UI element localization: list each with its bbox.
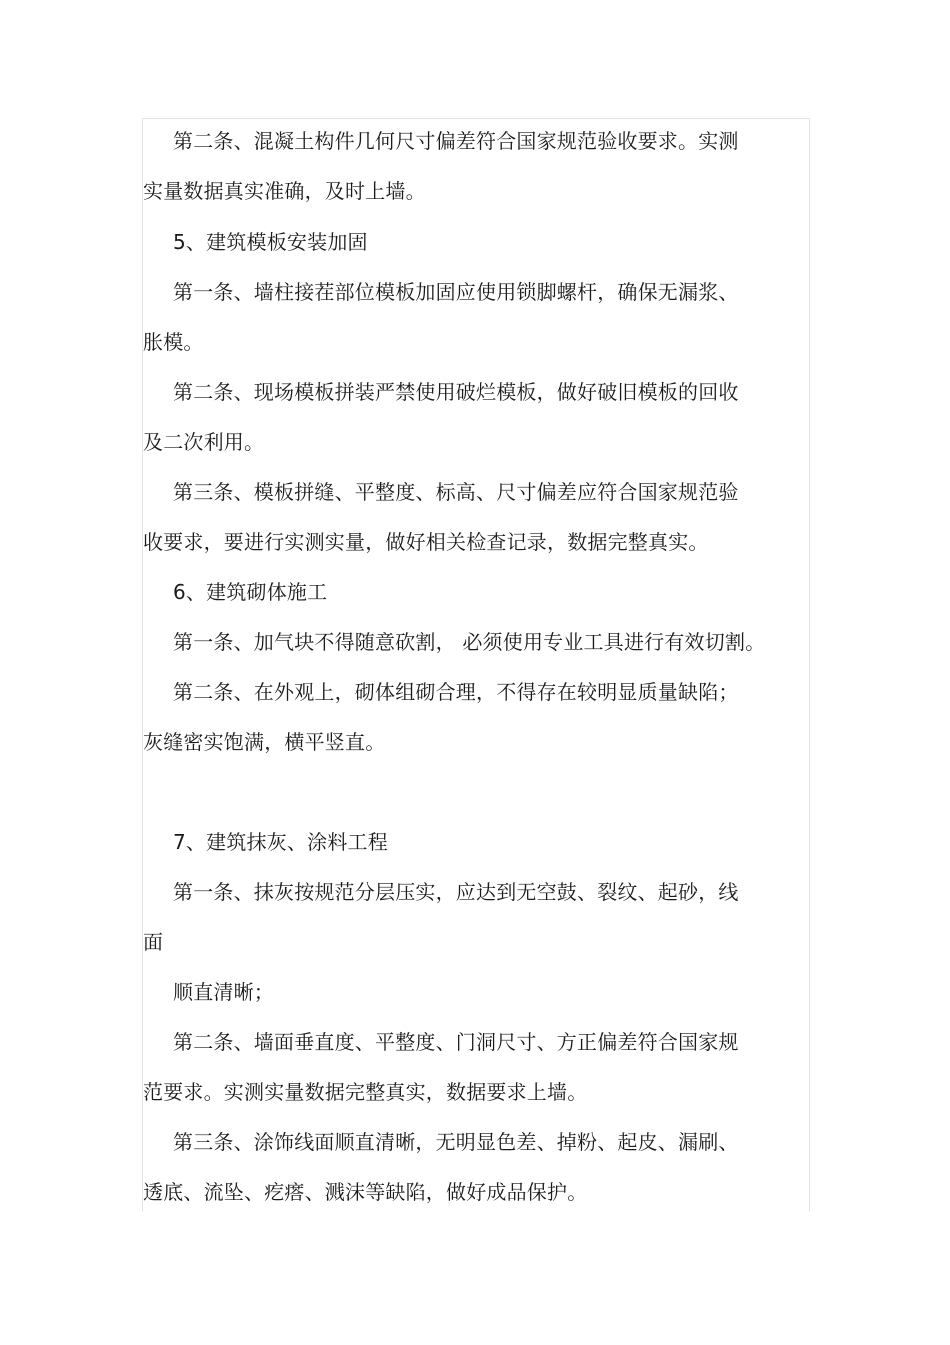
paragraph-line: 第三条、涂饰线面顺直清晰，无明显色差、掉粉、起皮、漏刷、	[173, 1130, 739, 1154]
paragraph-line: 实量数据真实准确，及时上墙。	[143, 179, 426, 203]
paragraph-line: 第三条、模板拼缝、平整度、标高、尺寸偏差应符合国家规范验	[173, 480, 739, 504]
paragraph-line: 顺直清晰；	[173, 980, 274, 1004]
paragraph-line: 第二条、墙面垂直度、平整度、门洞尺寸、方正偏差符合国家规	[173, 1030, 739, 1054]
paragraph-line: 第二条、现场模板拼装严禁使用破烂模板，做好破旧模板的回收	[173, 380, 739, 404]
paragraph-line: 胀模。	[143, 330, 204, 354]
paragraph-line: 第一条、墙柱接茬部位模板加固应使用锁脚螺杆，确保无漏浆、	[173, 280, 739, 304]
paragraph-line: 收要求，要进行实测实量，做好相关检查记录，数据完整真实。	[143, 530, 709, 554]
section-heading: 6、建筑砌体施工	[173, 580, 328, 604]
paragraph-line: 第一条、抹灰按规范分层压实，应达到无空鼓、裂纹、起砂，线	[173, 880, 739, 904]
paragraph-line: 第一条、加气块不得随意砍割， 必须使用专业工具进行有效切割。	[173, 630, 766, 654]
section-heading: 7、建筑抹灰、涂料工程	[173, 830, 388, 854]
paragraph-line: 面	[143, 930, 164, 954]
paragraph-line: 范要求。实测实量数据完整真实，数据要求上墙。	[143, 1080, 588, 1104]
paragraph-line: 及二次利用。	[143, 430, 265, 454]
section-heading: 5、建筑模板安装加固	[173, 230, 368, 254]
paragraph-line: 透底、流坠、疙瘩、溅沫等缺陷，做好成品保护。	[143, 1180, 588, 1204]
paragraph-line: 第二条、在外观上，砌体组砌合理，不得存在较明显质量缺陷；	[173, 680, 739, 704]
paragraph-line: 灰缝密实饱满，横平竖直。	[143, 730, 386, 754]
paragraph-line: 第二条、混凝土构件几何尺寸偏差符合国家规范验收要求。实测	[173, 129, 739, 153]
